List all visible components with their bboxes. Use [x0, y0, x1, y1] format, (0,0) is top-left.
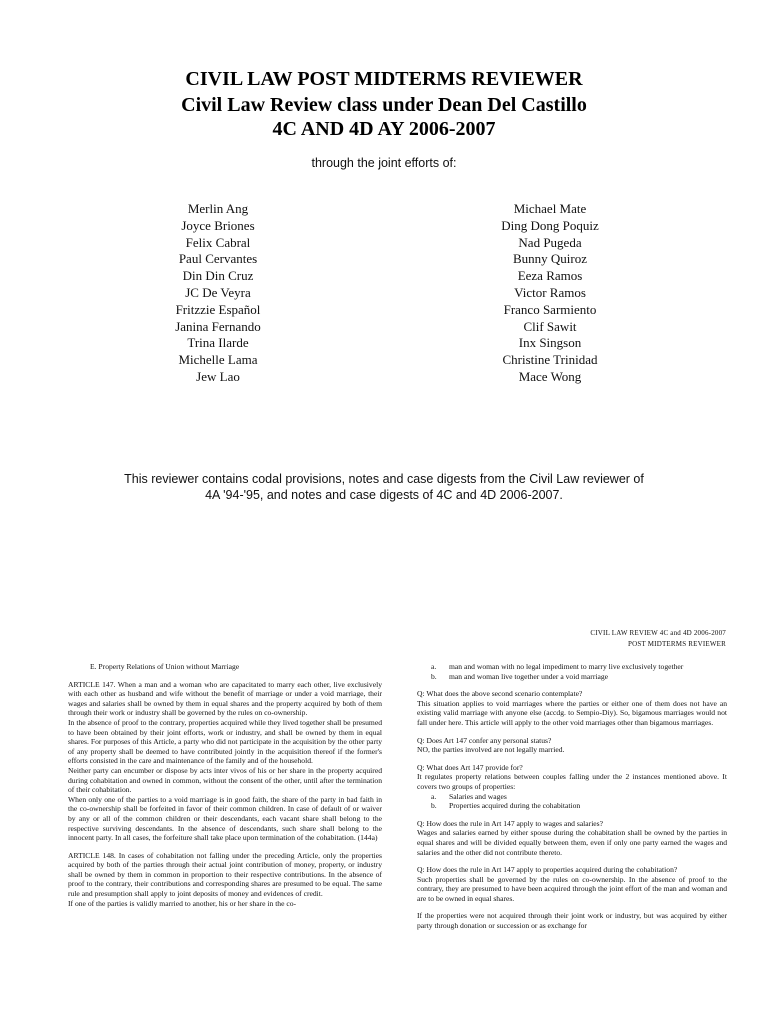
- contributor-name: Merlin Ang: [187, 201, 249, 216]
- answer: Wages and salaries earned by either spouse during the cohabitation shall be owned by the parties in equal shares and will be divided equally between them, even if only one party earned the wages and salaries and the other did not contribute thereto.: [417, 828, 727, 857]
- contributor-name: Paul Cervantes: [178, 251, 258, 267]
- article-148-paragraph-2: If one of the parties is validly married to another, his or her share in the co-: [68, 898, 297, 908]
- contributors-right-column: [470, 201, 630, 386]
- question: Q: How does the rule in Art 147 apply to properties acquired during the cohabitation?: [417, 865, 678, 875]
- contributor-name: Felix Cabral: [185, 234, 251, 250]
- contributor-name: Eeza Ramos: [517, 268, 583, 284]
- contributor-name: Trina Ilarde: [187, 335, 249, 351]
- answer: Such properties shall be governed by the rules on co-ownership. In the absence of proof to the contrary, they are presumed to have been acquired through the joint effort of the man and woman and are to be owned in equal shares.: [417, 874, 727, 903]
- contributor-name: Ding Dong Poquiz: [501, 217, 599, 233]
- article-147-paragraph-3: Neither party can encumber or dispose by acts inter vivos of his or her share in the property acquired during cohabitation and owned in common, without the consent of the other, until after the termination of their cohabitation.: [68, 765, 382, 795]
- title-line-3: 4C AND 4D AY 2006-2007: [272, 118, 496, 140]
- answer: NO, the parties involved are not legally married.: [417, 745, 565, 755]
- list-item: b. Properties acquired during the cohabitation: [431, 801, 581, 811]
- contributor-name: Mace Wong: [518, 368, 582, 384]
- article-148-paragraph: ARTICLE 148. In cases of cohabitation not falling under the preceding Article, only the properties acquired by both of the parties through their actual joint contribution of money, property, or industry shall be owned by them in common in proportion to their respective contributions. In the absence of proof to the contrary, their contributions and corresponding shares are presumed to be equal. The same rule and presumption shall apply to joint deposits of money and evidences of credit.: [68, 850, 382, 899]
- question: Q: What does the above second scenario contemplate?: [417, 689, 583, 699]
- question: Q: What does Art 147 provide for?: [417, 762, 523, 772]
- contributor-name: Jew Lao: [196, 368, 240, 384]
- contributors-left-column: [138, 201, 298, 386]
- contributor-name: Inx Singson: [518, 335, 582, 351]
- contributor-name: Bunny Quiroz: [512, 251, 588, 267]
- contributor-name: Victor Ramos: [514, 284, 586, 300]
- contributor-name: Nad Pugeda: [518, 234, 582, 250]
- contributor-name: Janina Fernando: [175, 318, 261, 334]
- contributor-name: Michelle Lama: [178, 352, 258, 368]
- answer: This situation applies to void marriages where the parties or either one of them does not have an existing valid marriage with anyone else (accdg. to Sempio-Diy). So, bigamous marriages would not fall under here. This article will apply to the other void marriages other than bigamous marriages.: [417, 698, 727, 727]
- article-147-paragraph: ARTICLE 147. When a man and a woman who are capacitated to marry each other, live exclusively with each other as husband and wife without the benefit of marriage or under a void marriage, their wages and salaries shall be owned by them in equal shares and the property acquired by both of them through their work or industry shall be governed by the rules on co-ownership.: [68, 679, 382, 718]
- answer: It regulates property relations between couples falling under the 2 instances mentioned above. It covers two groups of properties:: [417, 772, 727, 791]
- contributor-name: Clif Sawit: [523, 318, 577, 334]
- list-item: a. man and woman with no legal impediment to marry live exclusively together: [431, 662, 684, 671]
- title-line-1: CIVIL LAW POST MIDTERMS REVIEWER: [185, 68, 583, 90]
- list-item: b. man and woman live together under a void marriage: [431, 671, 608, 681]
- reviewer-description-line-2: 4A '94-'95, and notes and case digests of 4C and 4D 2006-2007.: [205, 488, 563, 502]
- article-147-paragraph-4: When only one of the parties to a void marriage is in good faith, the share of the party in bad faith in the co-ownership shall be forfeited in favor of their common children. In case of default of or waiver by any or all of the common children or their descendants, each vacant share shall belong to the respective surviving descendants. In the absence of descendants, such share shall belong to the innocent party. In all cases, the forfeiture shall take place upon termination of the cohabitation. (144a): [68, 794, 382, 843]
- reviewer-description: [60, 471, 708, 503]
- contributor-name: Michael Mate: [513, 201, 587, 216]
- question: Q: How does the rule in Art 147 apply to wages and salaries?: [417, 818, 604, 828]
- section-heading: E. Property Relations of Union without Marriage: [90, 662, 240, 671]
- contributor-name: Joyce Briones: [181, 217, 255, 233]
- running-header-title: CIVIL LAW REVIEW 4C and 4D 2006-2007: [590, 629, 726, 637]
- list-item: a. Salaries and wages: [431, 791, 507, 801]
- contributor-name: Din Din Cruz: [182, 268, 254, 284]
- running-header-subtitle: POST MIDTERMS REVIEWER: [628, 640, 726, 648]
- joint-efforts-line: through the joint efforts of:: [311, 156, 457, 170]
- right-text-column: [417, 662, 727, 931]
- article-147-paragraph-2: In the absence of proof to the contrary, properties acquired while they lived together shall be presumed to have been obtained by their joint efforts, work or industry, and shall be owned by them in equal shares. For purposes of this Article, a party who did not participate in the acquisition by the other party of any property shall be deemed to have contributed jointly in the acquisition thereof if the former's efforts consisted in the care and maintenance of the family and of the household.: [68, 717, 382, 766]
- left-text-column: [68, 662, 382, 908]
- answer: If the properties were not acquired through their joint work or industry, but was acquired by either party through donation or succession or as exchange for: [417, 911, 727, 931]
- question: Q: Does Art 147 confer any personal status?: [417, 735, 552, 745]
- contributor-name: Fritzzie Español: [175, 301, 261, 317]
- reviewer-description-line-1: This reviewer contains codal provisions, notes and case digests from the Civil Law reviewer of: [124, 472, 644, 486]
- contributor-name: Christine Trinidad: [502, 352, 598, 368]
- title-line-2: Civil Law Review class under Dean Del Castillo: [181, 94, 587, 116]
- contributor-name: Franco Sarmiento: [503, 301, 597, 317]
- contributor-name: JC De Veyra: [185, 284, 251, 300]
